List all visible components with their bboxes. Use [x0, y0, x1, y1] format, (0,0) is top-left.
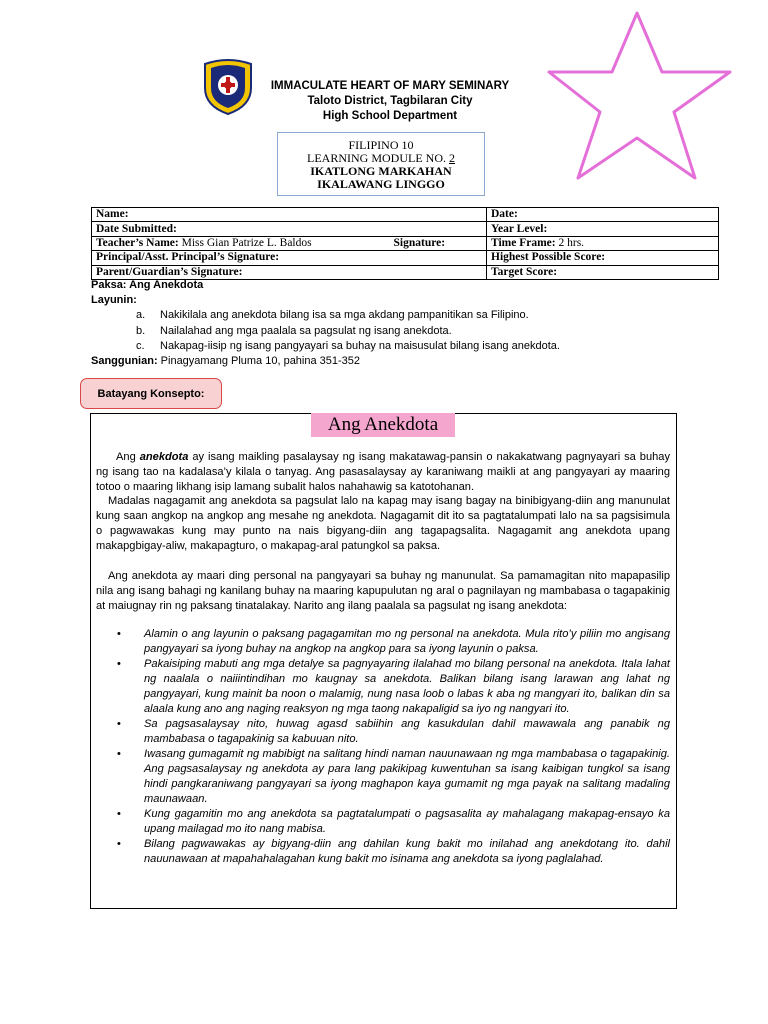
- parent-signature-label[interactable]: Parent/Guardian’s Signature:: [92, 265, 487, 279]
- list-item: [117, 717, 670, 747]
- module-box: [277, 132, 485, 196]
- teacher-label: Teacher’s Name:: [96, 236, 179, 249]
- list-item: [117, 657, 670, 717]
- list-item: [117, 627, 670, 657]
- list-item: [117, 837, 670, 867]
- time-frame-label: Time Frame:: [491, 236, 556, 249]
- list-item: [136, 325, 560, 341]
- student-info-table: [91, 207, 719, 280]
- objectives-list: [136, 309, 560, 356]
- objective-text: Nakikilala ang anekdota bilang isa sa mga akdang pampanitikan sa Filipino.: [160, 309, 529, 321]
- name-label[interactable]: Name:: [92, 208, 487, 222]
- bullet-icon: •: [117, 838, 121, 850]
- year-level-label[interactable]: Year Level:: [487, 222, 719, 236]
- bullet-text: Bilang pagwawakas ay bigyang-diin ang dahilan kung bakit mo inilahad ang anekdotang ito. dahil nauunawaan at mapahahalagahan kung bakit mo isinama ang anekdota sa iyong paglalahad.: [144, 838, 670, 865]
- objective-text: Nailalahad ang mga paalala sa pagsulat ng isang anekdota.: [160, 324, 452, 337]
- school-name: IMMACULATE HEART OF MARY SEMINARY: [270, 80, 510, 92]
- table-row: [92, 236, 719, 250]
- module-number: 2: [448, 151, 455, 165]
- paragraph-text: ay isang maikling pasalaysay ng isang makatawag-pansin o nakakatwang pagnyayari sa buhay ng isang tao na kadalasa’y kilala o tanyag. Ang pasasalaysay ay karaniwang maikli at ang pangyayari ay maaring totoo o maaring likhang isip lamang subalit halos nahahawig sa katotohanan.: [96, 451, 671, 493]
- time-frame-cell[interactable]: [487, 236, 719, 250]
- bullet-text: Sa pagsasalaysay nito, huwag agasd sabiihin ang kasukdulan dahil mawawala ang panabik ng mambabasa o tagapakinig sa kabuuan nito.: [144, 718, 670, 745]
- list-item: [136, 309, 560, 325]
- module-label: LEARNING MODULE NO.: [307, 151, 449, 165]
- teacher-value: Miss Gian Patrize L. Baldos: [181, 236, 312, 249]
- article-paragraph-3: Ang anekdota ay maari ding personal na pangyayari sa buhay ng manunulat. Sa pamamagitan nito mapapasilip nila ang isang bahagi ng kanilang buhay na maaring kapupulutan ng aral o pagnilayan ng mambabasa o tagapakinig at maiugnay rin ng paksang tinatalakay. Narito ang ilang paalala sa pagsulat ng isang anekdota:: [96, 570, 670, 612]
- time-frame-value: 2 hrs.: [558, 236, 585, 249]
- reminders-list: [117, 627, 670, 867]
- objective-letter: a.: [136, 309, 146, 321]
- bullet-icon: •: [117, 658, 121, 670]
- layunin-label: Layunin:: [91, 294, 137, 306]
- article-paragraph-2: Madalas nagagamit ang anekdota sa pagsulat lalo na kapag may isang bagay na binibigyang-diin ang manunulat kung saan angkop na angkop ang mesahe ng anekdota. Nagagamit dit ito sa pagtatalumpati lalo na sa pagsisimula o pagwawakas kung may punto na nais bigyang-diin ang tagapagsalita. Nagagamit ang anekdota upang makapgbigay-aliw, makapagturo, o makapag-aral patungkol sa paksa.: [96, 495, 670, 552]
- table-row: [92, 251, 719, 265]
- school-department: High School Department: [322, 110, 458, 122]
- date-label[interactable]: Date:: [487, 208, 719, 222]
- signature-label: Signature:: [393, 236, 446, 249]
- bullet-text: Alamin o ang layunin o paksang pagagamitan mo ng personal na anekdota. Mula rito’y piliin mo angisang pangyayari sa iyong buhay na angkop na angkop para sa iyong layunin o paksa.: [144, 628, 670, 655]
- sanggunian-value: Pinagyamang Pluma 10, pahina 351-352: [157, 355, 361, 367]
- bullet-icon: •: [117, 718, 121, 730]
- principal-signature-label[interactable]: Principal/Asst. Principal’s Signature:: [92, 251, 487, 265]
- article-paragraph-1: [96, 450, 670, 495]
- bullet-text: Pakaisiping mabuti ang mga detalye sa pagnyayaring ilalahad mo bilang personal na anekdota. Itala lahat ng naalala o naiiintindihan mo kaugnay sa anekdota. Balikan bilang isang larawan ang lahat ng pangyayari, kung mainit ba noon o malamig, nung nasa loob o labas k aba ng mangyari ito, balikan din sa alaala kung ano ang naging reaksyon ng mga taong nakapaligid sa iyo ng nangyari ito.: [144, 658, 670, 715]
- paksa-line: Paksa: Ang Anekdota: [91, 279, 204, 291]
- bullet-icon: •: [117, 628, 121, 640]
- anekdota-term: anekdota: [139, 451, 189, 463]
- list-item: [117, 807, 670, 837]
- objective-text: Nakapag-iisip ng isang pangyayari sa buhay na maisusulat bilang isang anekdota.: [160, 340, 560, 352]
- star-outline-icon: [545, 10, 735, 195]
- target-score-label[interactable]: Target Score:: [487, 265, 719, 279]
- bullet-text: Iwasang gumagamit ng mabibigt na salitang hindi naman nauunawaan ng mga mambabasa o tagapakinig. Ang pagsasalaysay ng anekdota ay para lang pakikipag kuwentuhan sa isang kaibigan tungkol sa isang hindi pangkaraniwang pangyayari sa iyong maghapon kaya gumamit ng mga payak na salitang madaling maunawaan.: [144, 748, 670, 805]
- table-row: [92, 222, 719, 236]
- school-location: Taloto District, Tagbilaran City: [307, 95, 473, 107]
- teacher-cell[interactable]: [92, 236, 487, 250]
- article-title: Ang Anekdota: [311, 413, 455, 437]
- bullet-icon: •: [117, 748, 121, 760]
- sanggunian-line: [91, 354, 360, 369]
- objective-letter: c.: [136, 340, 145, 352]
- module-quarter: IKATLONG MARKAHAN: [310, 164, 452, 178]
- table-row: [92, 208, 719, 222]
- date-submitted-label[interactable]: Date Submitted:: [92, 222, 487, 236]
- batayang-konsepto-button[interactable]: Batayang Konsepto:: [80, 378, 222, 409]
- bullet-icon: •: [117, 808, 121, 820]
- bullet-text: Kung gagamitin mo ang anekdota sa pagtatalumpati o pagsasalita ay mahalagang makapag-ensayo ka upang mailagad mo ito nang mabisa.: [144, 808, 670, 835]
- module-subject: FILIPINO 10: [348, 138, 414, 152]
- list-item: [117, 747, 670, 807]
- sanggunian-label: Sanggunian:: [91, 355, 158, 367]
- module-week: IKALAWANG LINGGO: [317, 177, 445, 191]
- paragraph-text: Ang: [116, 451, 140, 463]
- objective-letter: b.: [136, 324, 146, 337]
- highest-score-label[interactable]: Highest Possible Score:: [487, 251, 719, 265]
